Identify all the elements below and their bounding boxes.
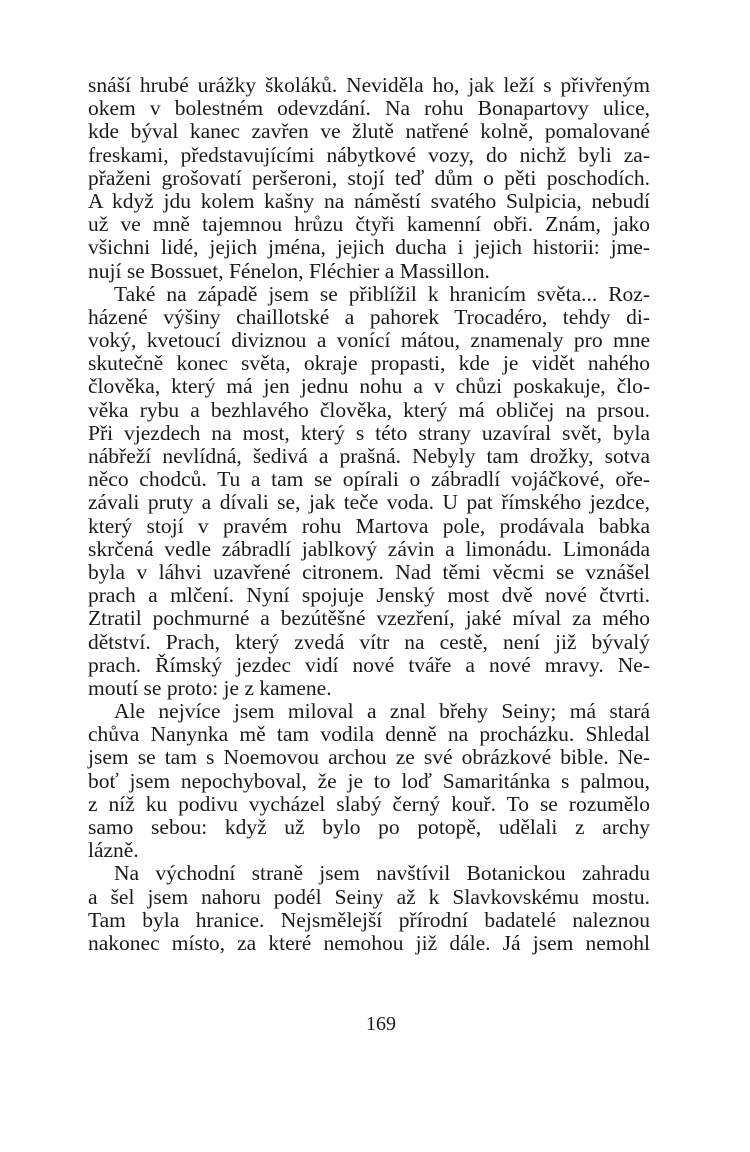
text-line: okem v bolestném odevzdání. Na rohu Bonapartovy ulice,	[88, 96, 650, 121]
text-line: freskami, představujícími nábytkové vozy, do nichž byli za-	[88, 142, 650, 167]
text-line: člověka, který má jen jednu nohu a v chůzi poskakuje, člo-	[88, 374, 650, 399]
text-line: věka rybu a bezhlavého člověka, který má obličej na prsou.	[88, 397, 650, 422]
paragraph-4	[88, 862, 650, 955]
text-line: moutí se proto: je z kamene.	[88, 675, 332, 700]
text-line: a šel jsem nahoru podél Seiny až k Slavkovskému mostu.	[88, 884, 650, 909]
text-line: boť jsem nepochyboval, že je to loď Samaritánka s palmou,	[88, 768, 650, 793]
text-line: nují se Bossuet, Fénelon, Fléchier a Massillon.	[88, 258, 490, 283]
text-line: skrčená vedle zábradlí jablkový závin a limonádu. Limonáda	[88, 536, 650, 561]
text-line: prach. Římský jezdec vidí nové tváře a nové mravy. Ne-	[88, 652, 650, 677]
text-line: závali pruty a dívali se, jak teče voda. U pat římského jezdce,	[88, 490, 650, 515]
paragraph-2	[88, 283, 650, 700]
text-line: přaženi grošovatí peršeroni, stojí teď dům o pěti poschodích.	[88, 165, 650, 190]
paragraph-3	[88, 700, 650, 862]
text-line: samo sebou: když už bylo po potopě, udělali z archy	[88, 815, 650, 839]
text-line: všichni lidé, jejich jména, jejich ducha i jejich historii: jme-	[88, 235, 650, 260]
text-line: Na východní straně jsem navštívil Botanickou zahradu	[114, 861, 650, 886]
page-number: 169	[366, 1013, 396, 1035]
text-line: snáší hrubé urážky školáků. Neviděla ho, jak leží s přivřeným	[88, 73, 650, 97]
text-line: kde býval kanec zavřen ve žlutě natřené kolně, pomalované	[88, 119, 650, 144]
text-line: dětství. Prach, který zvedá vítr na cestě, není již bývalý	[88, 629, 650, 654]
text-line: házené výšiny chaillotské a pahorek Trocadéro, tehdy di-	[88, 304, 650, 329]
text-line: nábřeží nevlídná, šedivá a prašná. Nebyly tam drožky, sotva	[88, 444, 650, 468]
text-line: Ztratil pochmurné a bezútěšné vzezření, jaké míval za mého	[88, 606, 650, 631]
paragraph-1	[88, 74, 650, 283]
text-line: Také na západě jsem se přiblížil k hranicím světa... Roz-	[114, 281, 650, 306]
text-line: Ale nejvíce jsem miloval a znal břehy Seiny; má stará	[114, 699, 650, 724]
text-line: z níž ku podivu vycházel slabý černý kouř. To se rozumělo	[88, 791, 650, 816]
text-line: jsem se tam s Noemovou archou ze své obrázkové bible. Ne-	[88, 745, 650, 770]
text-line: prach a mlčení. Nyní spojuje Jenský most dvě nové čtvrti.	[88, 583, 650, 608]
text-line: byla v láhvi uzavřené citronem. Nad těmi věcmi se vznášel	[88, 559, 650, 584]
text-line: lázně.	[88, 838, 139, 863]
text-line: A když jdu kolem kašny na náměstí svatého Sulpicia, nebudí	[88, 188, 650, 213]
text-line: skutečně konec světa, okraje propasti, kde je vidět nahého	[88, 351, 650, 376]
page-text	[88, 74, 650, 955]
text-line: už ve mně tajemnou hrůzu čtyři kamenní obři. Znám, jako	[88, 212, 650, 237]
text-line: nakonec místo, za které nemohou již dále. Já jsem nemohl	[88, 930, 650, 955]
text-line: který stojí v pravém rohu Martova pole, prodávala babka	[88, 513, 650, 538]
text-line: voký, kvetoucí diviznou a vonící mátou, znamenaly pro mne	[88, 328, 650, 353]
text-line: Při vjezdech na most, který s této strany uzavíral svět, byla	[88, 420, 650, 445]
text-line: Tam byla hranice. Nejsmělejší přírodní badatelé naleznou	[88, 907, 650, 932]
text-line: chůva Nanynka mě tam vodila denně na procházku. Shledal	[88, 722, 650, 747]
text-line: něco chodců. Tu a tam se opírali o zábradlí vojáčkové, oře-	[88, 467, 650, 492]
